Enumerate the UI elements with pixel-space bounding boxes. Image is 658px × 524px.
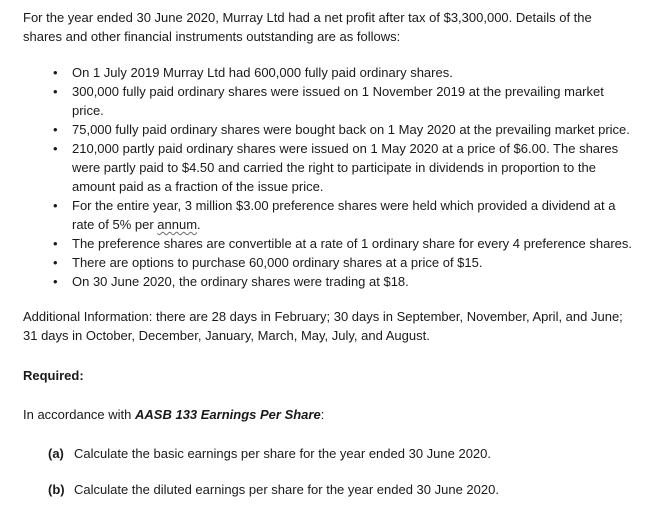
part-text: Calculate the basic earnings per share for the year ended 30 June 2020. bbox=[74, 446, 491, 461]
list-item-text-part: . bbox=[197, 217, 201, 232]
accounting-standard-name: AASB 133 Earnings Per Share bbox=[135, 407, 321, 422]
list-item-text: On 30 June 2020, the ordinary shares were trading at $18. bbox=[72, 274, 409, 289]
list-item bbox=[23, 253, 634, 272]
list-item-text: There are options to purchase 60,000 ordinary shares at a price of $15. bbox=[72, 255, 483, 270]
accordance-suffix: : bbox=[320, 407, 325, 422]
list-item bbox=[23, 120, 634, 139]
bullet-icon: • bbox=[53, 236, 58, 251]
bullet-icon: • bbox=[53, 122, 58, 137]
bullet-icon: • bbox=[53, 198, 58, 213]
instrument-list bbox=[23, 63, 634, 291]
list-item bbox=[23, 196, 634, 234]
list-item-text: The preference shares are convertible at a rate of 1 ordinary share for every 4 preference shares. bbox=[72, 236, 633, 251]
bullet-icon: • bbox=[53, 84, 58, 99]
part-marker: (b) bbox=[48, 482, 65, 497]
list-item bbox=[23, 82, 634, 120]
bullet-icon: • bbox=[53, 274, 58, 289]
additional-information: Additional Information: there are 28 days in February; 30 days in September, November, April, and June; 31 days in October, December, January, March, May, July, and August. bbox=[23, 309, 623, 343]
list-item-text-part: For the entire year, 3 million $3.00 preference shares were held which provided a dividend at a rate of 5% per bbox=[72, 198, 616, 232]
list-item bbox=[23, 139, 634, 196]
accordance-prefix: In accordance with bbox=[23, 407, 136, 422]
list-item bbox=[23, 272, 634, 291]
question-part-b bbox=[23, 480, 634, 499]
spellcheck-underlined-word: annum bbox=[157, 217, 198, 232]
list-item-text: 300,000 fully paid ordinary shares were issued on 1 November 2019 at the prevailing market price. bbox=[72, 84, 604, 118]
accordance-line bbox=[23, 405, 634, 424]
required-heading: Required: bbox=[23, 368, 84, 383]
question-part-a bbox=[23, 444, 634, 463]
bullet-icon: • bbox=[53, 65, 58, 80]
list-item-text: On 1 July 2019 Murray Ltd had 600,000 fully paid ordinary shares. bbox=[72, 65, 453, 80]
list-item bbox=[23, 234, 634, 253]
bullet-icon: • bbox=[53, 141, 58, 156]
list-item-text: 75,000 fully paid ordinary shares were bought back on 1 May 2020 at the prevailing market price. bbox=[72, 122, 630, 137]
list-item-text bbox=[72, 198, 615, 232]
part-marker: (a) bbox=[48, 446, 64, 461]
list-item-text: 210,000 partly paid ordinary shares were issued on 1 May 2020 at a price of $6.00. The shares were partly paid to $4.50 and carried the right to participate in dividends in proportion to the amount paid as a fraction of the issue price. bbox=[72, 141, 619, 194]
intro-paragraph: For the year ended 30 June 2020, Murray Ltd had a net profit after tax of $3,300,000. Details of the shares and other financial instruments outstanding are as follows: bbox=[23, 10, 592, 44]
part-text: Calculate the diluted earnings per share for the year ended 30 June 2020. bbox=[74, 482, 499, 497]
list-item bbox=[23, 63, 634, 82]
bullet-icon: • bbox=[53, 255, 58, 270]
